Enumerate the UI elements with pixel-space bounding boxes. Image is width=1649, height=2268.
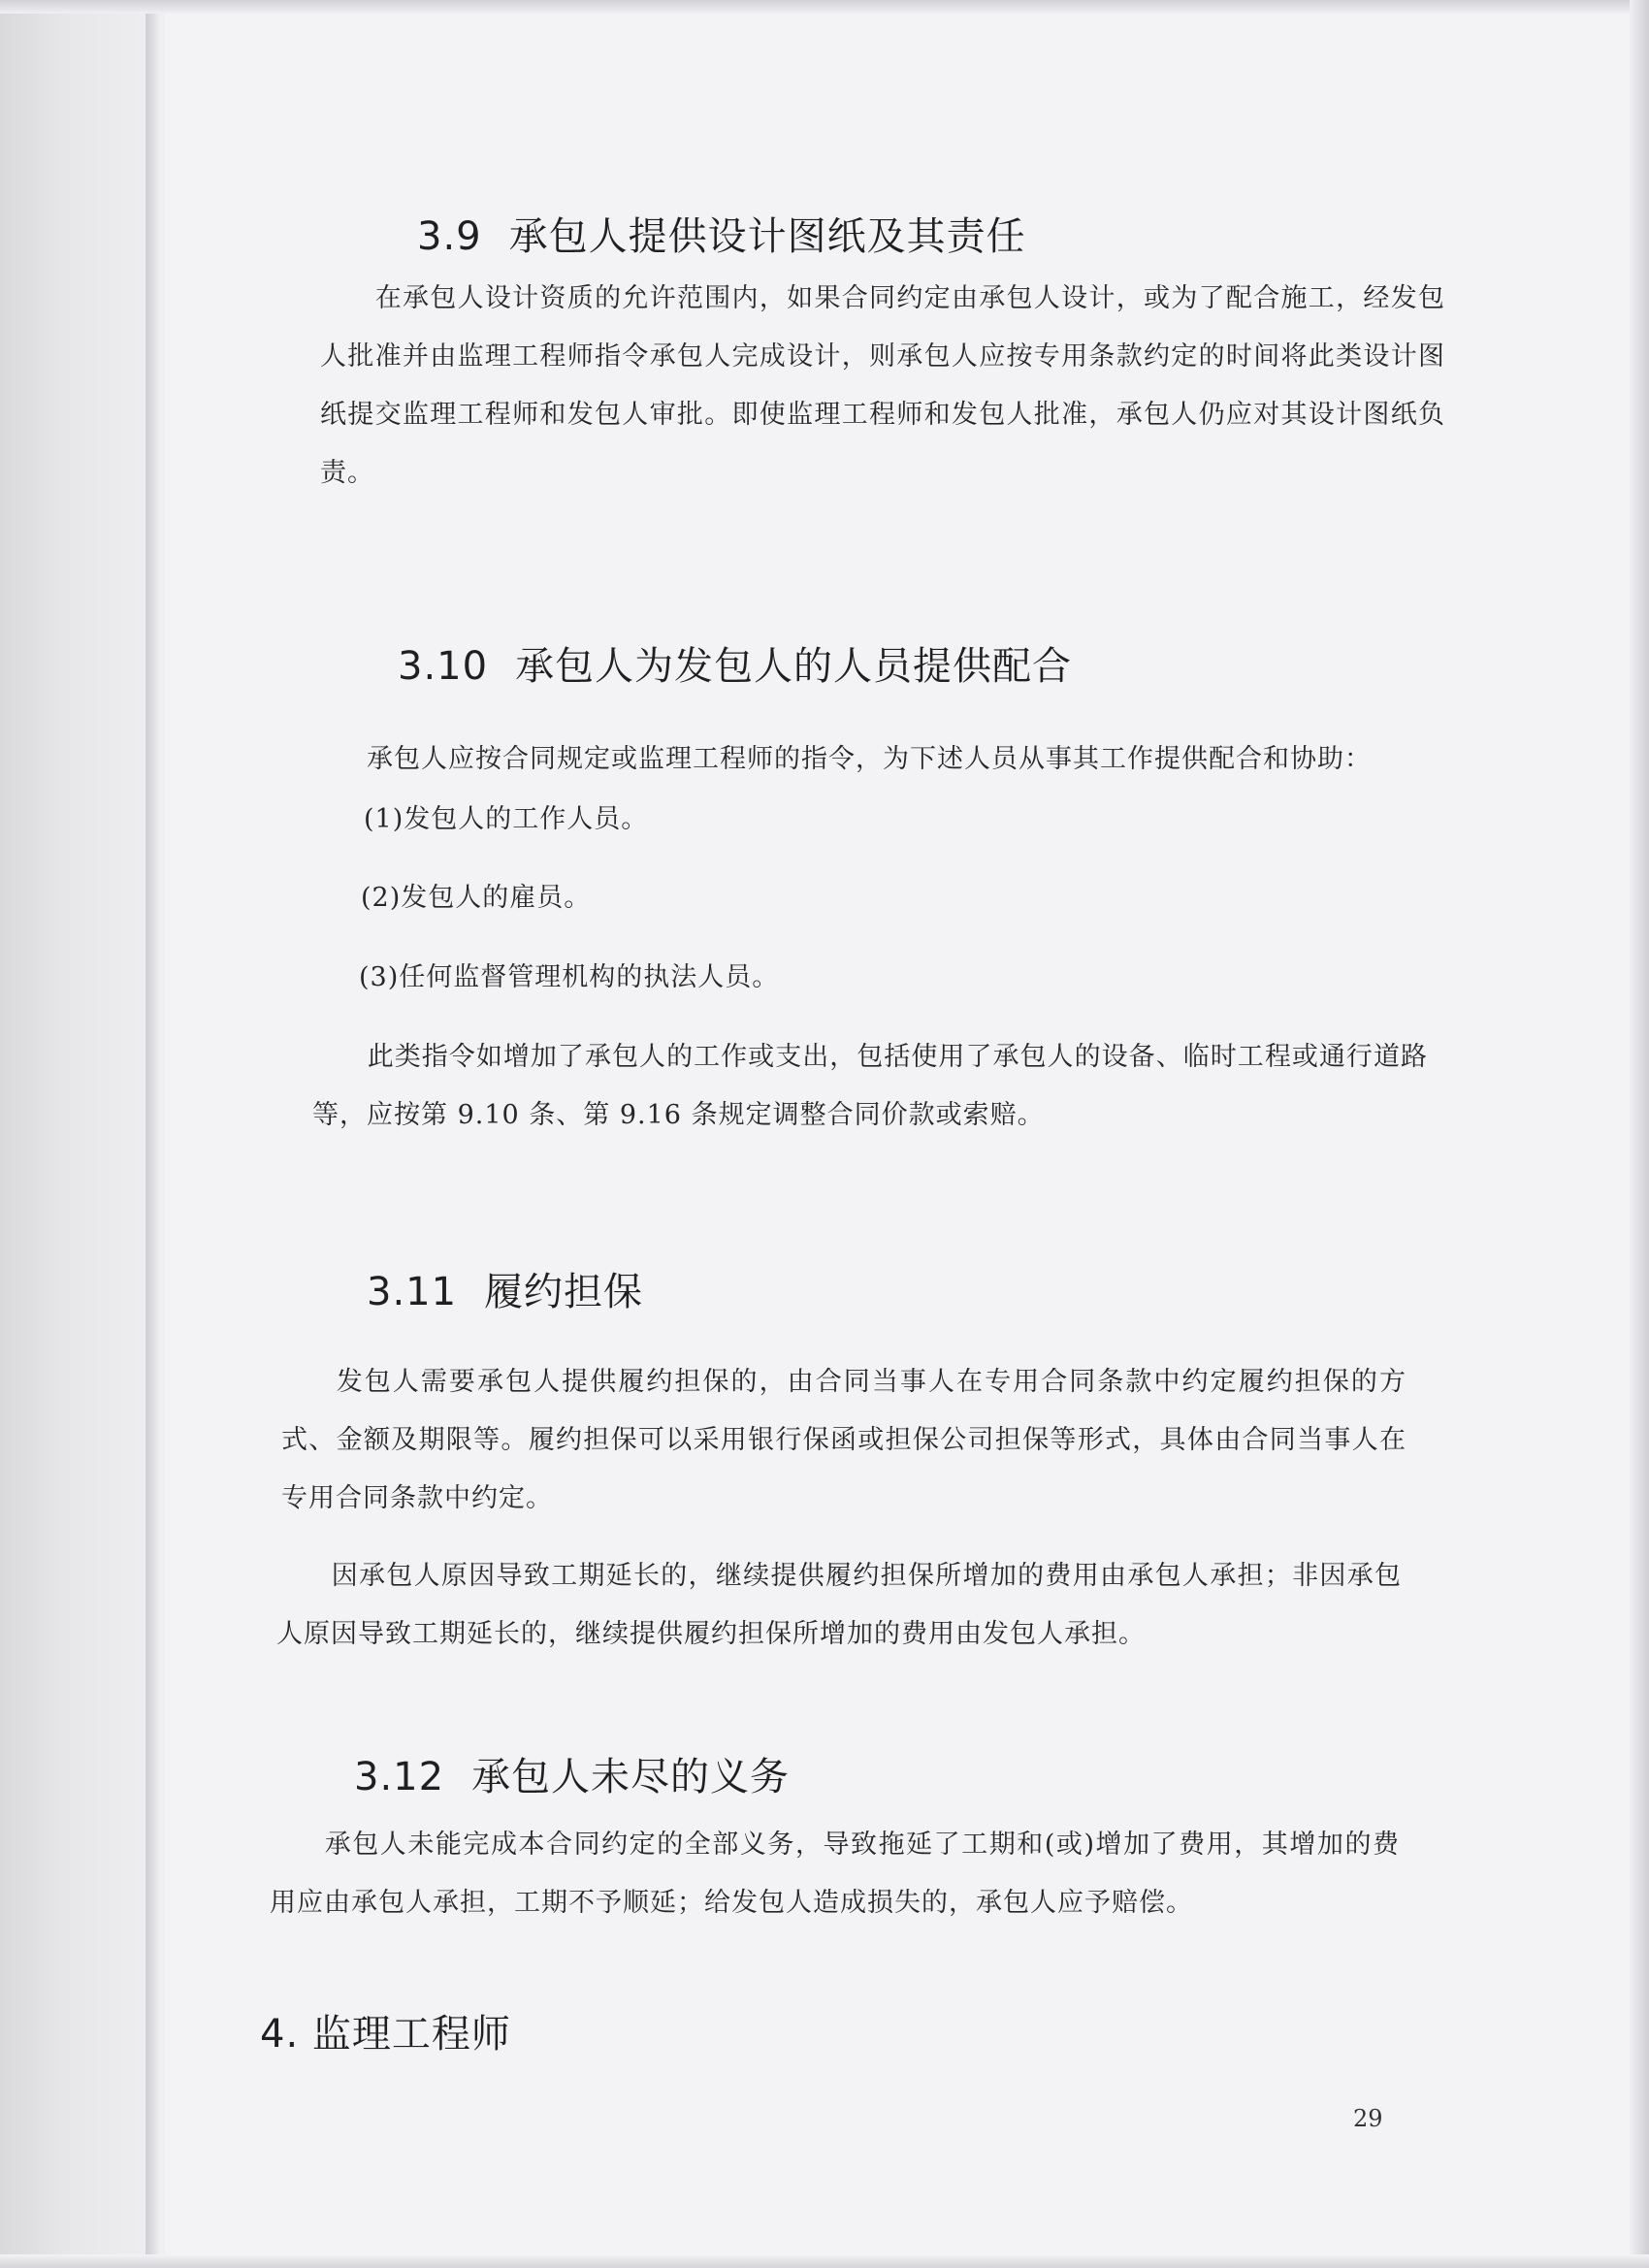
section-3-11-paragraph-1: 发包人需要承包人提供履约担保的，由合同当事人在专用合同条款中约定履约担保的方式、金额及期限等。履约担保可以采用银行保函或担保公司担保等形式，具体由合同当事人在专用合同条款中约定。 [281, 1367, 1406, 1513]
list-item: (2)发包人的雇员。 [361, 883, 592, 913]
section-number: 3.9 [417, 214, 482, 259]
section-heading-3-12 [354, 1746, 790, 1801]
section-3-10-paragraph: 此类指令如增加了承包人的工作或支出，包括使用了承包人的设备、临时工程或通行道路等，应按第 9.10 条、第 9.16 条规定调整合同价款或索赔。 [312, 1042, 1428, 1130]
section-number: 3.12 [354, 1755, 445, 1799]
section-title: 承包人提供设计图纸及其责任 [508, 214, 1026, 259]
section-title: 承包人未尽的义务 [471, 1755, 791, 1799]
section-title: 承包人为发包人的人员提供配合 [515, 644, 1073, 689]
page-number: 29 [1353, 2105, 1383, 2132]
section-3-12-paragraph: 承包人未能完成本合同约定的全部义务，导致拖延了工期和(或)增加了费用，其增加的费用应由承包人承担，工期不予顺延；给发包人造成损失的，承包人应予赔偿。 [270, 1830, 1400, 1918]
section-3-9-paragraph: 在承包人设计资质的允许范围内，如果合同约定由承包人设计，或为了配合施工，经发包人批准并由监理工程师指令承包人完成设计，则承包人应按专用条款约定的时间将此类设计图纸提交监理工程师和发包人审批。即使监理工程师和发包人批准，承包人仍应对其设计图纸负责。 [320, 283, 1445, 488]
section-3-11-paragraph-2: 因承包人原因导致工期延长的，继续提供履约担保所增加的费用由承包人承担；非因承包人原因导致工期延长的，继续提供履约担保所增加的费用由发包人承担。 [276, 1561, 1402, 1649]
section-heading-3-11 [367, 1261, 643, 1316]
list-item: (1)发包人的工作人员。 [364, 804, 649, 834]
chapter-heading-4: 4. 监理工程师 [260, 2012, 511, 2057]
section-3-10-intro: 承包人应按合同规定或监理工程师的指令，为下述人员从事其工作提供配合和协助： [367, 744, 1372, 774]
section-number: 3.10 [398, 644, 489, 689]
list-item: (3)任何监督管理机构的执法人员。 [359, 962, 780, 992]
section-heading-3-9 [417, 206, 1026, 261]
section-number: 3.11 [367, 1270, 458, 1314]
section-heading-3-10 [398, 635, 1072, 691]
section-title: 履约担保 [484, 1270, 644, 1314]
